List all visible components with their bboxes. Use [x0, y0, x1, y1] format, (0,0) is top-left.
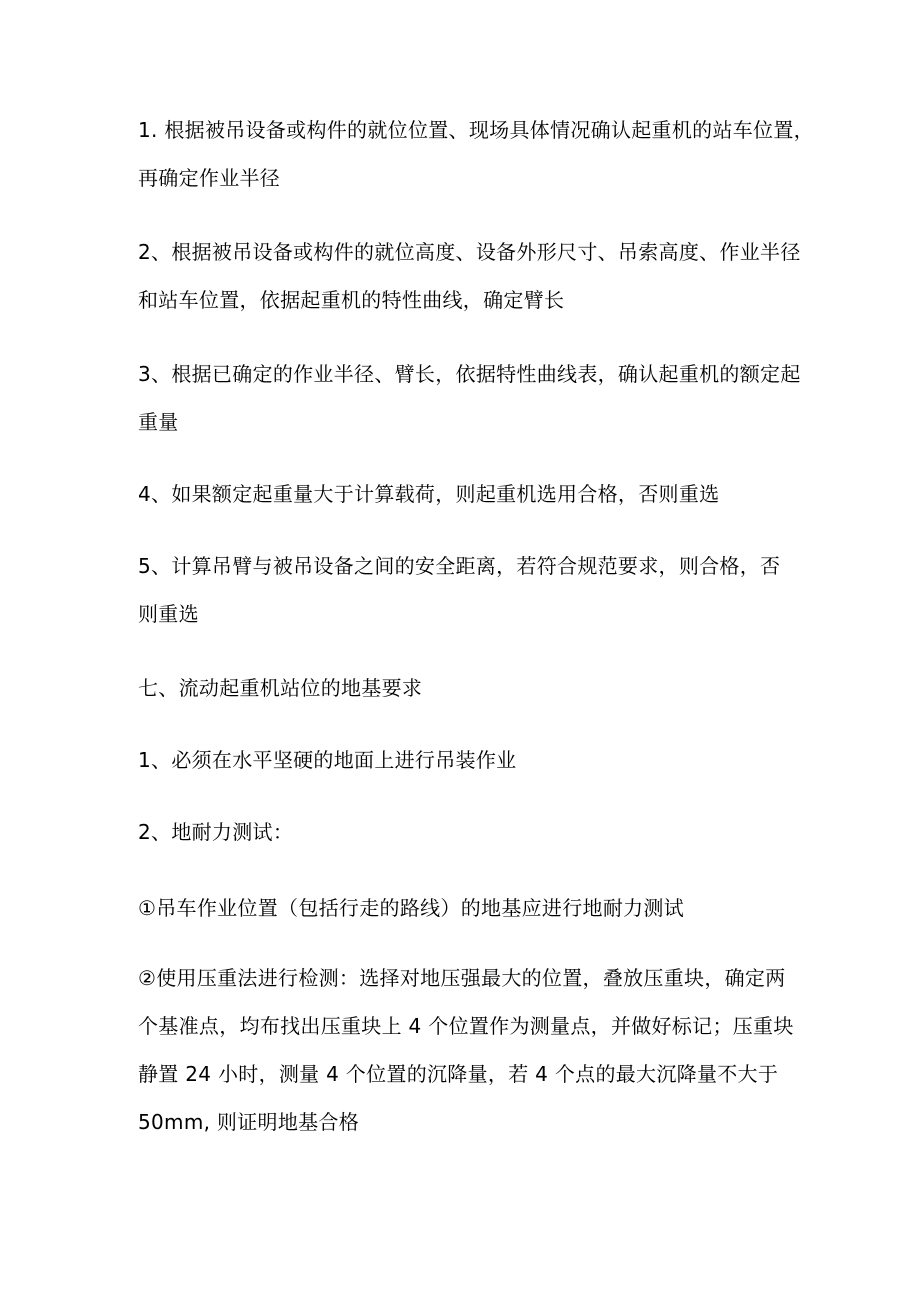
- paragraph-req-1: [138, 736, 798, 784]
- text-line: 和站车位置，依据起重机的特性曲线，确定臂长: [138, 288, 565, 312]
- paragraph-req-2: [138, 808, 798, 856]
- text-line: 静置 24 小时，测量 4 个位置的沉降量，若 4 个点的最大沉降量不大于: [138, 1062, 779, 1086]
- text-line: 2、根据被吊设备或构件的就位高度、设备外形尺寸、吊索高度、作业半径: [138, 240, 801, 264]
- text-line: ②使用压重法进行检测：选择对地压强最大的位置，叠放压重块，确定两: [138, 966, 786, 990]
- heading-line: 七、流动起重机站位的地基要求: [138, 676, 423, 700]
- text-line: 5、计算吊臂与被吊设备之间的安全距离，若符合规范要求，则合格，否: [138, 554, 781, 578]
- text-line: 4、如果额定起重量大于计算载荷，则起重机选用合格，否则重选: [138, 482, 720, 506]
- text-line: ①吊车作业位置（包括行走的路线）的地基应进行地耐力测试: [138, 896, 685, 920]
- paragraph-req-2-a: [138, 884, 798, 932]
- text-line: 个基准点，均布找出压重块上 4 个位置作为测量点，并做好标记；压重块: [138, 1014, 794, 1038]
- paragraph-step-4: [138, 470, 798, 518]
- text-line: 1、必须在水平坚硬的地面上进行吊装作业: [138, 748, 517, 772]
- text-line: 再确定作业半径: [138, 166, 281, 190]
- text-line: 1. 根据被吊设备或构件的就位位置、现场具体情况确认起重机的站车位置，: [138, 118, 814, 142]
- paragraph-step-1: [138, 106, 814, 202]
- text-line: 50mm, 则证明地基合格: [138, 1110, 360, 1134]
- text-line: 2、地耐力测试：: [138, 820, 294, 844]
- text-line: 则重选: [138, 602, 199, 626]
- section-7-heading: [138, 664, 798, 712]
- paragraph-step-5: [138, 542, 798, 638]
- text-line: 重量: [138, 410, 179, 434]
- paragraph-step-3: [138, 350, 801, 446]
- text-line: 3、根据已确定的作业半径、臂长，依据特性曲线表，确认起重机的额定起: [138, 362, 801, 386]
- paragraph-req-2-b: [138, 954, 798, 1146]
- paragraph-step-2: [138, 228, 801, 324]
